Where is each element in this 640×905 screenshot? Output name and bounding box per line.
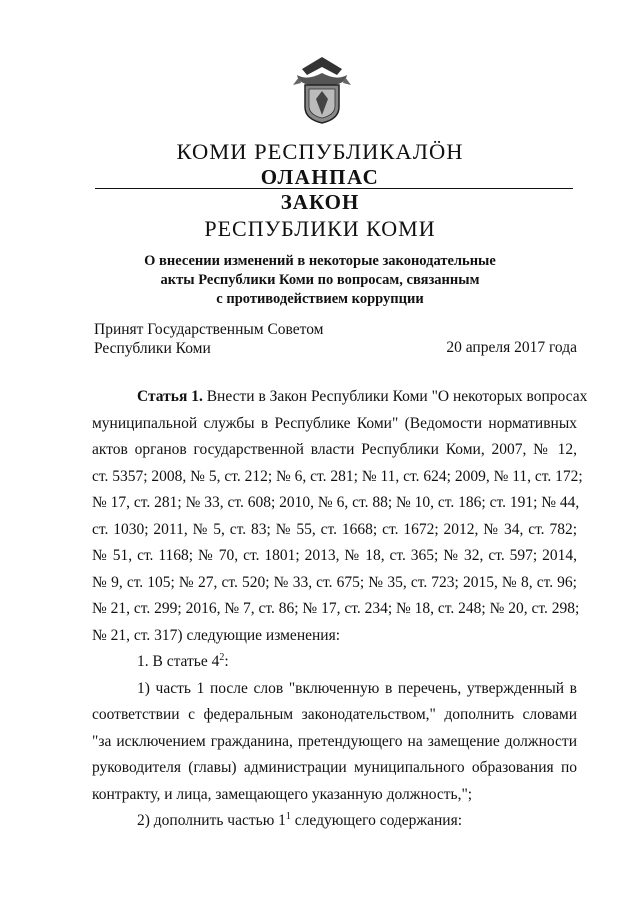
article-text: Внести в Закон Республики Коми "О некоторых вопросах	[206, 388, 588, 405]
article-line: муниципальной службы в Республике Коми" (Ведомости нормативных	[92, 414, 577, 432]
subitem-2-suffix: следующего содержания:	[290, 812, 463, 829]
document-title-line: О внесении изменений в некоторые законодательные	[144, 253, 496, 269]
article-line: № 9, ст. 105; № 27, ст. 520; № 33, ст. 675; № 35, ст. 723; 2015, № 8, ст. 96;	[92, 573, 577, 591]
subitem-1-line: контракту, и лица, замещающего указанную должность,";	[92, 785, 473, 803]
subitem-1-line: "за исключением гражданина, претендующего на замещение должности	[92, 732, 577, 750]
subitem-2	[92, 808, 577, 835]
article-label: Статья 1.	[137, 388, 203, 405]
article-line: № 21, ст. 299; 2016, № 7, ст. 86; № 17, ст. 234; № 18, ст. 248; № 20, ст. 298;	[92, 600, 580, 617]
subitem-2-superscript: 1	[285, 810, 291, 822]
komi-coat-of-arms-emblem	[287, 55, 357, 125]
header-republic: РЕСПУБЛИКИ КОМИ	[204, 216, 436, 241]
document-title	[60, 252, 580, 309]
header-law-label: ЗАКОН	[280, 190, 360, 214]
header-komi-name: КОМИ РЕСПУБЛИКАЛӦН	[176, 139, 464, 164]
article-line: ст. 1030; 2011, № 5, ст. 83; № 55, ст. 1668; ст. 1672; 2012, № 34, ст. 782;	[92, 520, 577, 538]
article-first-line	[92, 384, 588, 411]
item-1-superscript: 2	[219, 651, 225, 663]
subitem-1-line: 1) часть 1 после слов "включенную в перечень, утвержденный в	[137, 679, 577, 697]
article-line: № 17, ст. 281; № 33, ст. 608; 2010, № 6, ст. 88; № 10, ст. 186; ст. 191; № 44,	[92, 494, 580, 511]
article-line: ст. 5357; 2008, № 5, ст. 212; № 6, ст. 281; № 11, ст. 624; 2009, № 11, ст. 172;	[92, 467, 583, 485]
article-line: № 21, ст. 317) следующие изменения:	[92, 626, 341, 644]
item-1-suffix: :	[224, 653, 229, 670]
item-1	[92, 649, 577, 676]
header-divider	[95, 188, 573, 189]
subitem-1-line: руководителя (главы) администрации муниципального образования по	[92, 759, 577, 776]
adoption-line: Республики Коми	[94, 340, 211, 357]
document-title-line: с противодействием коррупции	[216, 291, 424, 307]
adoption-line: Принят Государственным Советом	[94, 321, 324, 338]
item-1-text: 1. В статье 4	[137, 653, 220, 670]
adoption-date: 20 апреля 2017 года	[446, 339, 577, 356]
document-title-line: акты Республики Коми по вопросам, связанным	[160, 272, 480, 288]
adoption-statement	[94, 320, 324, 358]
subitem-2-text: 2) дополнить частью 1	[137, 812, 286, 829]
article-line: № 51, ст. 1168; № 70, ст. 1801; 2013, № 18, ст. 365; № 32, ст. 597; 2014,	[92, 547, 577, 564]
article-body	[92, 384, 588, 835]
article-line: актов органов государственной власти Республики Коми, 2007, № 12,	[92, 441, 577, 458]
subitem-1-line: соответствии с федеральным законодательством," дополнить словами	[92, 706, 577, 723]
header-komi-law: ОЛАНПАС	[260, 165, 380, 189]
